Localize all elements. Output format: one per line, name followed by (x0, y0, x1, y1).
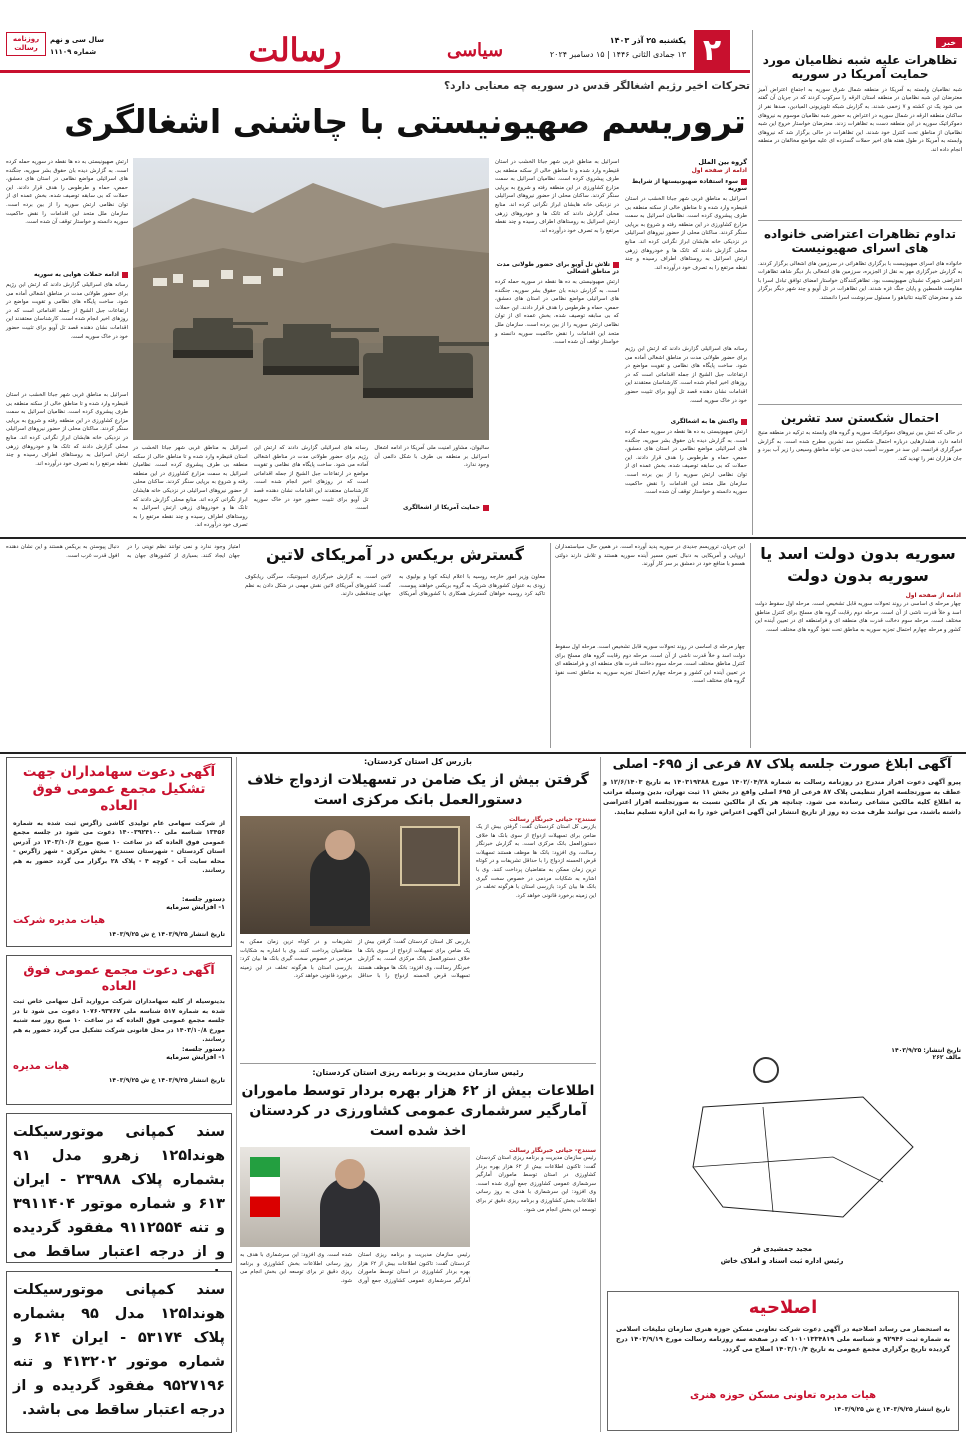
syria-continued: ادامه از صفحه اول (905, 592, 961, 599)
ad2-title: آگهی دعوت مجمع عمومی فوق العاده (23, 962, 215, 993)
eslahieh-title: اصلاحیه (748, 1297, 818, 1318)
lead-body-3c: اسرائیل به مناطق غربی شهر جباتا الخشب در استان قنیطره وارد شده و تا مناطق خالی از سکنه منطقه بی طرف پیشروی کرده است. نظامیان اسرائیل به سمت مزارع کشاورزی در این منطقه رفته و شروع به برپایی سنگر کردند. ساکنان محلی از حضور نیروهای اسرائیلی در نزدیکی خانه هایشان ابراز نگرانی کرده اند. منابع محلی گزارش دادند که تانک ها و خودروهای زرهی ارتش اسرائیل به روستاهای اطراف رسیده و چند نقطه مرتفع را به تصرف خود درآورده اند. (6, 392, 128, 467)
bullet-icon (741, 419, 747, 425)
below-photo-text-2: رسانه های اسرائیلی گزارش دادند که ارتش این رژیم برای حضور طولانی مدت در مناطق اشغالی آماده می شود. ساخت پایگاه های نظامی و تقویت مواضع در ارتفاعات جبل الشیخ از جمله اقداماتی است که در روزهای اخیر انجام شده است. کارشناسان معتقدند این اقدامات نشان دهنده قصد تل آویو برای تثبیت حضور خود در خاک سوریه است. (253, 445, 369, 512)
eslahieh-notice (607, 1291, 959, 1431)
kurdistan-article-2 (240, 1068, 596, 1434)
lead-photo (133, 158, 489, 440)
eblagh-notice (603, 757, 961, 1287)
subhead-4: واکنش ها به اشغالگری (670, 418, 738, 425)
column-divider (600, 757, 601, 1432)
eblagh-date: تاریخ انتشار: ۱۴۰۳/۹/۲۵ (891, 1046, 961, 1054)
center-body-2: چهار مرحله ی اساسی در روند تحولات سوریه قابل تشخیص است. مرحله اول سقوط دولت اسد و خلأ قدرت ناشی از آن است. مرحله دوم رقابت گروه های مسلح برای کنترل مناطق مختلف است. مرحله سوم دخالت قدرت های منطقه ای و فرامنطقه ای در تعیین آینده این کشور و مرحله چهارم احتمال تجزیه سوریه به مناطق تحت نفوذ گروه های مختلف است. (555, 644, 745, 685)
ad1-agenda-title: دستور جلسه: (182, 894, 225, 903)
issue-number: شماره ۱۱۱۰۹ (50, 48, 97, 56)
lead-body-2b: ارتش صهیونیستی به ده ها نقطه در سوریه حمله کرده است. به گزارش دیده بان حقوق بشر سوریه، جنگنده های اسرائیلی مواضع نظامی در استان های دمشق، حمص، حماه و طرطوس را هدف قرار دادند. این حملات که بی سابقه توصیف شده، بخش عمده ای از توان نظامی ارتش سوریه را از بین برده است. سازمان ملل متحد این اقدامات را نقض حاکمیت سوریه دانسته و خواستار توقف آن شده است. (495, 279, 619, 346)
issue-year: سال سی و نهم (50, 36, 104, 44)
divider (240, 1063, 596, 1064)
kurdistan-article-1 (240, 757, 596, 1057)
news-column (758, 30, 962, 535)
brics-title: گسترش بریکس در آمریکای لاتین (266, 545, 524, 564)
byline-group: گروه بین الملل (698, 158, 747, 166)
column-divider (750, 543, 751, 748)
ad-extraordinary-meeting (6, 955, 232, 1105)
ad1-title: آگهی دعوت سهامداران جهت تشکیل مجمع عمومی فوق العاده (22, 764, 216, 814)
below-photo-col (133, 444, 248, 530)
eblagh-signature-role: رئیس اداره ثبت اسناد و املاک خاش (720, 1257, 844, 1265)
lead-body-3: ارتش صهیونیستی به ده ها نقطه در سوریه حمله کرده است. به گزارش دیده بان حقوق بشر سوریه، جنگنده های اسرائیلی مواضع نظامی در استان های دمشق، حمص، حماه و طرطوس را هدف قرار دادند. این حملات که بی سابقه توصیف شده، بخش عمده ای از توان نظامی ارتش سوریه را از بین برده است. سازمان ملل متحد این اقدامات را نقض حاکمیت سوریه دانسته و خواستار توقف آن شده است. (6, 159, 128, 226)
ad2-agenda-title: دستور جلسه: (182, 1045, 225, 1054)
far-left-body: امتیاز وجود ندارد و نمی توانند نظم نوینی را در جهان ایجاد کنند. بسیاری از کشورهای جهان به دنبال پیوستن به بریکس هستند و این نشان دهنده افول قدرت غرب است. (6, 544, 240, 559)
kurdistan1-headline: گرفتن بیش از یک ضامن در تسهیلات ازدواج خلاف دستورالعمل بانک مرکزی است (247, 772, 589, 808)
lead-body-1c: ارتش صهیونیستی به ده ها نقطه در سوریه حمله کرده است. به گزارش دیده بان حقوق بشر سوریه، جنگنده های اسرائیلی مواضع نظامی در استان های دمشق، حمص، حماه و طرطوس را هدف قرار دادند. این حملات که بی سابقه توصیف شده، بخش عمده ای از توان نظامی ارتش سوریه را از بین برده است. سازمان ملل متحد این اقدامات را نقض حاکمیت سوریه دانسته و خواستار توقف آن شده است. (625, 429, 747, 496)
divider (758, 404, 962, 405)
bullet-icon (613, 262, 619, 268)
ad2-agenda: ۱- افزایش سرمایه (166, 1053, 225, 1062)
kurdistan1-kicker: بازرس کل استان کردستان: (363, 757, 472, 766)
lead-kicker: تحرکات اخیر رژیم اشغالگر قدس در سوریه چه معنایی دارد؟ (444, 80, 750, 92)
ad-lost-document-2 (6, 1271, 232, 1433)
eslahieh-sign: هیات مدیره تعاونی مسکن حوزه هنری (689, 1389, 877, 1401)
bullet-icon (122, 272, 128, 278)
bullet-icon (483, 505, 489, 511)
kurdistan2-body: رئیس سازمان مدیریت و برنامه ریزی استان کردستان گفت: تاکنون اطلاعات بیش از ۶۲ هزار بهره بردار کشاورزی در استان توسط ماموران آمارگیر سرشماری عمومی کشاورزی جمع آوری شده است. وی افزود: این سرشماری با هدف به روز رسانی اطلاعات بخش کشاورزی و برنامه ریزی دقیق تر برای توسعه این بخش انجام می شود. (476, 1155, 596, 1213)
lead-body-1: اسرائیل به مناطق غربی شهر جباتا الخشب در استان قنیطره وارد شده و تا مناطق خالی از سکنه منطقه بی طرف پیشروی کرده است. نظامیان اسرائیل به سمت مزارع کشاورزی در این منطقه رفته و شروع به برپایی سنگر کردند. ساکنان محلی از حضور نیروهای اسرائیلی در نزدیکی خانه هایشان ابراز نگرانی کرده اند. منابع محلی گزارش دادند که تانک ها و خودروهای زرهی ارتش اسرائیل به روستاهای اطراف رسیده و چند نقطه مرتفع را به تصرف خود درآورده اند. (625, 196, 747, 271)
brics-body: معاون وزیر امور خارجه روسیه با اعلام اینکه کوبا و بولیوی به زودی به عنوان کشورهای شریک به گروه بریکس خواهند پیوست، تاکید کرد روسیه خواهان گسترش همکاری با کشورهای آمریکای لاتین است. به گزارش خبرگزاری اسپوتنیک، سرگئی ریابکوف گفت: کشورهای آمریکای لاتین نقش مهمی در شکل دادن به نظم جهانی چندقطبی دارند. (245, 574, 545, 598)
kurdistan2-body-2: رئیس سازمان مدیریت و برنامه ریزی استان کردستان گفت: تاکنون اطلاعات بیش از ۶۲ هزار بهره بردار کشاورزی در استان توسط ماموران آمارگیر سرشماری عمومی کشاورزی جمع آوری شده است. وی افزود: این سرشماری با هدف به روز رسانی اطلاعات بخش کشاورزی و برنامه ریزی دقیق تر برای توسعه این بخش انجام می شود. (240, 1252, 470, 1284)
kurdistan2-photo (240, 1147, 470, 1247)
news-title-3: احتمال شکستن سد تشرین (780, 410, 940, 425)
ad3-text: سند کمپانی موتورسیکلت هوندا۱۲۵ زهرو مدل ۹۱ بشماره پلاک ۲۳۹۸۸ - ایران ۶۱۳ و شماره موتور ۳۹۱۱۴۰۴ و تنه ۹۱۱۲۵۵۴ مفقود گردیده و از درجه اعتبار ساقط می (13, 1124, 225, 1260)
news-body-1: شبه نظامیان وابسته به آمریکا در منطقه شمال شرق سوریه به اجتماع اعتراض آمیز معترضان این شبه نظامیان در منطقه استان الرقه را سرکوب کردند که در جریان آن گفته می شود یک تن کشته و ۷ زخمی شدند. به گزارش شبکه تلویزیونی المیادین، صدها نفر از ساکنان منطقه الرقه در شمال سوریه در اعتراض به حضور شبه نظامیان موسوم به نیروهای دموکراتیک سوریه در این منطقه دست به تظاهرات زدند. معترضان خواستار خروج این شبه نظامیان از مناطق تحت کنترل خود شدند. این تظاهرات در حالی برگزار شد که نیروهای وابسته به آمریکا در طول هفته های اخیر حملات گسترده ای علیه مواضع مخالفان در منطقه انجام داده اند. (758, 86, 962, 153)
kurdistan2-byline: سنندج- حیاتی خبرنگار رسالت (509, 1147, 596, 1154)
lead-col-rightmost (625, 158, 747, 530)
kurdistan1-photo (240, 816, 470, 934)
ad4-text: سند کمپانی موتورسیکلت هوندا۱۲۵ مدل ۹۵ بشماره پلاک ۵۳۱۷۴ - ایران ۶۱۴ و شماره موتور ۴۱۳۲۰۲ و تنه ۹۵۲۷۱۹۶ مفقود گردیده و از درجه اعتبار ساقط می باشد. (13, 1282, 225, 1418)
lead-col-2 (495, 158, 619, 530)
eslahieh-date: تاریخ انتشار ۱۴۰۳/۹/۲۵ خ ش ۱۴۰۳/۹/۲۵ (833, 1406, 950, 1413)
column-divider (236, 757, 237, 1432)
lead-body-3b: رسانه های اسرائیلی گزارش دادند که ارتش این رژیم برای حضور طولانی مدت در مناطق اشغالی آماده می شود. ساخت پایگاه های نظامی و تقویت مواضع در ارتفاعات جبل الشیخ از جمله اقداماتی است که در روزهای اخیر انجام شده است. کارشناسان معتقدند این اقدامات نشان دهنده قصد تل آویو برای تثبیت حضور خود در خاک سوریه است. (6, 282, 128, 340)
ad1-date: تاریخ انتشار ۱۴۰۳/۹/۲۵ خ ش ۱۴۰۳/۹/۲۵ (108, 931, 225, 939)
subhead-5: ادامه حملات هوایی به سوریه (33, 271, 119, 278)
section-rule (0, 752, 966, 754)
page-number: ۲ (694, 30, 730, 72)
ad-shareholders-invite (6, 757, 232, 947)
ad1-sign: هیات مدیره شرکت (13, 914, 106, 926)
news-title-2: تداوم تظاهرات اعتراضی خانواده های اسرای صهیونیست (763, 226, 957, 256)
date-line-1: یکشنبه ۲۵ آذر ۱۴۰۳ (609, 36, 686, 45)
ad2-body: بدینوسیله از کلیه سهامداران شرکت مروارید آمل سهامی خاص ثبت شده به شماره ۵۱۷ شناسه ملی ۱۰۷۶۰۹۳۷۶۷ دعوت می شود تا در جلسه مجمع عمومی فوق العاده که در ساعت ۱۰ صبح روز سه شنبه مورخ ۱۴۰۳/۱۰/۸ در محل قانونی شرکت تشکیل می گردد حضور به هم رسانند. (13, 998, 226, 1044)
center-continuation (555, 543, 745, 748)
far-left-column (6, 543, 240, 748)
divider (758, 220, 962, 221)
kurdistan2-headline: اطلاعات بیش از ۶۲ هزار بهره بردار توسط ماموران آمارگیر سرشماری عمومی کشاورزی در کردستان اخذ شده است (241, 1083, 595, 1139)
logo: رسالت (248, 31, 342, 69)
syria-article (755, 543, 961, 748)
tanks-photo (133, 158, 489, 440)
kurdistan2-kicker: رئیس سازمان مدیریت و برنامه ریزی استان کردستان: (312, 1068, 524, 1077)
lead-col-photo-right (6, 158, 128, 530)
subhead-2: تلاش تل آویو برای حضور طولانی مدت در مناطق اشغالی (496, 261, 619, 275)
section-name: سیاسی (446, 40, 504, 61)
lead-body-2: اسرائیل به مناطق غربی شهر جباتا الخشب در استان قنیطره وارد شده و تا مناطق خالی از سکنه منطقه بی طرف پیشروی کرده است. نظامیان اسرائیل به سمت مزارع کشاورزی در این منطقه رفته و شروع به برپایی سنگر کردند. ساکنان محلی از حضور نیروهای اسرائیلی در نزدیکی خانه هایشان ابراز نگرانی کرده اند. منابع محلی گزارش دادند که تانک ها و خودروهای زرهی ارتش اسرائیل به روستاهای اطراف رسیده و چند نقطه مرتفع را به تصرف خود درآورده اند. (495, 159, 619, 234)
ad1-agenda: ۱- افزایش سرمایه (166, 902, 225, 911)
emblem-icon (753, 1057, 779, 1083)
section-rule (0, 537, 966, 539)
news-title-1: تظاهرات علیه شبه نظامیان مورد حمایت آمریکا در سوریه (762, 53, 958, 82)
brics-article (245, 543, 545, 748)
ad2-sign: هیات مدیره (13, 1061, 70, 1073)
lead-headline: تروریسم صهیونیستی با چاشنی اشغالگری (64, 102, 746, 141)
eblagh-body: پیرو آگهی دعوت افراز مندرج در روزنامه رسالت به شماره ۱۴۰۲/۰۴/۲۸ مورخ ۱۴۰۳۱۹۳۸۸ به تاریخ ۱۲/۶/۱۴۰۳ و عطف به صورتجلسه افراز تنظیمی پلاک ۸۷ فرعی از ۶۹۵ اصلی واقع در بخش ۱۱ ثبت تهران، بدین وسیله مراتب به اطلاع کلیه مالکین مشاعی رسانده می شود. چنانچه هر یک از مالکین نسبت به صورتجلسه افراز اعتراضی داشته باشند، می توانند ظرف مدت ده روز از تاریخ انتشار این آگهی اعتراض خود را به این اداره تسلیم نمایند. (603, 777, 962, 816)
continued-label: ادامه از صفحه اول (691, 167, 747, 174)
eblagh-number: مالف ۲۶۲ (932, 1053, 961, 1061)
eslahieh-body: به استحضار می رساند اصلاحیه در آگهی دعوت شرکت تعاونی مسکن حوزه هنری سازمان تبلیغات اسلامی به شماره ثبت ۹۲۹۴۶ و شناسه ملی ۱۰۱۰۱۳۳۴۸۱۹ که در صفحه سه روزنامه رسالت مورخ ۱۴۰۳/۹/۱۹ درج گردیده تاریخ برگزاری مجمع عمومی به تاریخ ۱۴۰۳/۱۰/۴ اصلاح می گردد. (616, 1324, 950, 1353)
bullet-icon (741, 179, 747, 185)
syria-body: چهار مرحله ی اساسی در روند تحولات سوریه قابل تشخیص است. مرحله اول سقوط دولت اسد و خلأ قدرت ناشی از آن است. مرحله دوم رقابت گروه های مسلح برای کنترل مناطق مختلف است. مرحله سوم دخالت قدرت های منطقه ای و فرامنطقه ای در تعیین آینده این کشور و مرحله چهارم احتمال تجزیه سوریه به مناطق تحت نفوذ گروه های مختلف است. (755, 601, 961, 633)
below-photo-text-3: اسرائیل به مناطق غربی شهر جباتا الخشب در استان قنیطره وارد شده و تا مناطق خالی از سکنه منطقه بی طرف پیشروی کرده است. نظامیان اسرائیل به سمت مزارع کشاورزی در این منطقه رفته و شروع به برپایی سنگر کردند. ساکنان محلی از حضور نیروهای اسرائیلی در نزدیکی خانه هایشان ابراز نگرانی کرده اند. منابع محلی گزارش دادند که تانک ها و خودروهای زرهی ارتش اسرائیل به روستاهای اطراف رسیده و چند نقطه مرتفع را به تصرف خود درآورده اند. (132, 445, 248, 529)
brand-logo: روزنامه رسالت (6, 32, 46, 56)
eblagh-title: آگهی ابلاغ صورت جلسه پلاک ۸۷ فرعی از ۶۹۵- اصلی (612, 757, 952, 772)
news-tag: خبر (936, 37, 962, 48)
kurdistan1-body: بازرس کل استان کردستان گفت: گرفتن بیش از یک ضامن برای تسهیلات ازدواج از سوی بانک ها خلاف دستورالعمل بانک مرکزی است. به گزارش خبرنگار رسالت، وی افزود: بانک ها موظف هستند تسهیلات قرض الحسنه ازدواج را با حداقل تشریفات و در کوتاه ترین زمان ممکن به متقاضیان پرداخت کنند. وی با اشاره به شکایات مردمی در خصوص سخت گیری بانک ها بیان کرد: بازرسی استان با هرگونه تخلف در این زمینه برخورد قانونی خواهد کرد. (476, 824, 596, 899)
below-photo-col (374, 444, 489, 530)
column-divider (550, 543, 551, 748)
photo-caption-text: سالیوان، مشاور امنیت ملی آمریکا در ادامه اشغال اسرائیل بر منطقه بی طرف با شکل دائمی آن وجود ندارد. (374, 445, 489, 469)
masthead-rule (0, 70, 750, 73)
lead-body-1b: رسانه های اسرائیلی گزارش دادند که ارتش این رژیم برای حضور طولانی مدت در مناطق اشغالی آماده می شود. ساخت پایگاه های نظامی و تقویت مواضع در ارتفاعات جبل الشیخ از جمله اقداماتی است که در روزهای اخیر انجام شده است. کارشناسان معتقدند این اقدامات نشان دهنده قصد تل آویو برای تثبیت حضور خود در خاک سوریه است. (625, 346, 747, 404)
syria-title: سوریه بدون دولت اسد یا سوریه بدون دولت (760, 544, 956, 585)
kurdistan1-body-2: بازرس کل استان کردستان گفت: گرفتن بیش از یک ضامن برای تسهیلات ازدواج از سوی بانک ها خلاف دستورالعمل بانک مرکزی است. به گزارش خبرنگار رسالت، وی افزود: بانک ها موظف هستند تسهیلات قرض الحسنه ازدواج را با حداقل تشریفات و در کوتاه ترین زمان ممکن به متقاضیان پرداخت کنند. وی با اشاره به شکایات مردمی در خصوص سخت گیری بانک ها بیان کرد: بازرسی استان با هرگونه تخلف در این زمینه برخورد قانونی خواهد کرد. (240, 939, 470, 980)
ad-lost-document-1 (6, 1113, 232, 1263)
kurdistan1-byline: سنندج- حیاتی خبرنگار رسالت (509, 816, 596, 823)
eblagh-signature: مجید جمشیدی فر (751, 1245, 813, 1253)
subhead-3: حمایت آمریکا از اشغالگری (402, 504, 480, 511)
column-divider (752, 30, 753, 535)
ad2-date: تاریخ انتشار ۱۴۰۳/۹/۲۵ خ ش ۱۴۰۳/۹/۲۵ (108, 1076, 225, 1084)
center-body: این جریان، تروریسم جدیدی در سوریه پدید آورده است. در همین حال، سیاستمداران اروپایی و آمریکایی به دنبال تعیین مسیر آینده سوریه هستند و تلاش دارند دولتی همسو با منافع خود در دمشق بر سر کار آورند. (555, 544, 745, 568)
below-photo-col (254, 444, 369, 530)
ad1-body: از شرکت سهامی عام تولیدی کاشی زاگرس ثبت شده به شماره ۱۳۴۵۶ شناسه ملی ۱۴۰۰۳۹۲۴۱۰۰ دعوت می شود در جلسه مجمع عمومی فوق العاده که در ساعت ۱۰ صبح مورخ ۱۴۰۳/۱۰/۶ در آدرس استان کردستان - شهرستان سنندج - بخش مرکزی - شهر زاگرس - محله سایت آب - کوچه ۴ - پلاک ۲۸ برگزار می گردد حضور به هم رسانند. (13, 819, 226, 875)
news-body-2: خانواده های اسرای صهیونیست با برگزاری تظاهراتی در سرزمین های اشغالی برگزار کردند. به گزارش خبرگزاری مهر به نقل از الجزیره، سرزمین های اشغالی بار دیگر شاهد تظاهرات اعتراضی شهرک نشینان صهیونیست بود. تظاهرکنندگان خواستار امضای توافق تبادل اسرا با مقاومت فلسطین و پایان جنگ غزه شدند. این تظاهرات در تل آویو و چند شهر دیگر برگزار شد و معترضان کابینه نتانیاهو را مسئول سرنوشت اسرا دانستند. (758, 260, 962, 301)
below-photo-cols (133, 444, 489, 530)
news-body-3: در حالی که تنش بین نیروهای دموکراتیک سوریه و گروه های وابسته به ترکیه در منطقه منبج ادامه دارد، هشدارهایی درباره احتمال شکستن سد تشرین مطرح شده است. به گزارش خبرگزاری فرانسه، این سد در صورت آسیب دیدن می تواند مناطق وسیعی را زیر آب ببرد و جان هزاران نفر را تهدید کند. (758, 429, 962, 462)
subhead-1: سوء استفاده صهیونیستها از شرایط سوریه (631, 178, 747, 192)
parcel-map (633, 1087, 933, 1237)
date-line-2: ۱۳ جمادی الثانی ۱۴۴۶ | ۱۵ دسامبر ۲۰۲۴ (549, 50, 686, 59)
